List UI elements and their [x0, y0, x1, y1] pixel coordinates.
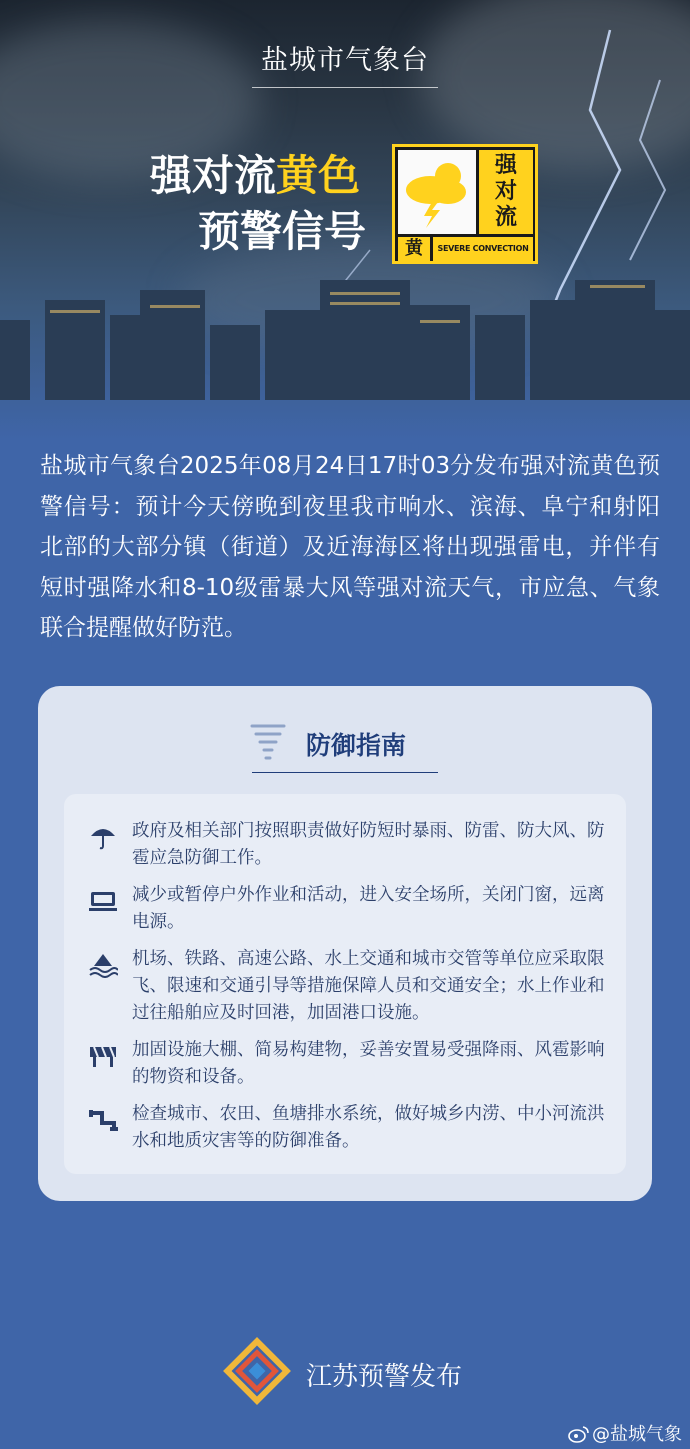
badge-char: 强: [494, 153, 517, 178]
drain-pipe-icon: [88, 1107, 118, 1133]
badge-english: SEVERE CONVECTION: [433, 237, 533, 261]
warning-title-type: 强对流: [150, 151, 277, 200]
badge-level-char: 黄: [398, 237, 430, 261]
issuer-title: 盐城市气象台: [252, 38, 438, 88]
defense-guide-card: [38, 686, 652, 1201]
badge-chars: [479, 150, 533, 234]
hero-banner: [0, 0, 690, 440]
jiangsu-warning-logo: [222, 1336, 292, 1406]
guide-item-text: 机场、铁路、高速公路、水上交通和城市交管等单位应采取限飞、限速和交通引导等措施保障人员和交通安全；水上作业和过往船舶应及时回港，加固港口设施。: [132, 949, 605, 1023]
announcement-text: 盐城市气象台2025年08月24日17时03分发布强对流黄色预警信号：预计今天傍晚到夜里我市响水、滨海、阜宁和射阳北部的大部分镇（街道）及近海海区将出现强雷电，并伴有短时强降水和8-10级雷暴大风等强对流天气，市应急、气象联合提醒做好防范。: [40, 453, 660, 641]
warning-title-signal: 预警信号: [198, 207, 367, 256]
guide-list: [64, 794, 626, 1174]
footer-brand: [0, 1336, 690, 1416]
weibo-watermark: [568, 1420, 682, 1446]
water-wave-icon: [88, 952, 118, 978]
footer-label: 江苏预警发布: [306, 1362, 463, 1392]
badge-char: 流: [494, 205, 517, 230]
badge-char: 对: [494, 179, 517, 204]
guide-header: [38, 718, 652, 774]
weibo-icon: [568, 1425, 590, 1443]
warning-badge: [392, 144, 538, 264]
tornado-icon: [248, 718, 288, 766]
guide-item-text: 检查城市、农田、鱼塘排水系统，做好城乡内涝、中小河流洪水和地质灾害等的防御准备。: [132, 1104, 605, 1151]
guide-item-text: 加固设施大棚、简易构建物，妥善安置易受强降雨、风雹影响的物资和设备。: [132, 1040, 605, 1087]
weibo-handle: @盐城气象: [592, 1424, 682, 1445]
barrier-icon: [88, 1043, 118, 1069]
guide-title-underline: [252, 772, 438, 773]
umbrella-icon: [88, 824, 118, 850]
storm-cloud-icon: [398, 150, 476, 234]
city-skyline: [0, 280, 690, 400]
guide-item-text: 减少或暂停户外作业和活动，进入安全场所，关闭门窗，远离电源。: [132, 885, 605, 932]
shelter-icon: [88, 888, 118, 914]
guide-title: 防御指南: [306, 731, 407, 760]
warning-title-level: 黄色: [276, 151, 361, 200]
guide-item-text: 政府及相关部门按照职责做好防短时暴雨、防雷、防大风、防雹应急防御工作。: [132, 821, 605, 868]
warning-title: [150, 150, 366, 258]
